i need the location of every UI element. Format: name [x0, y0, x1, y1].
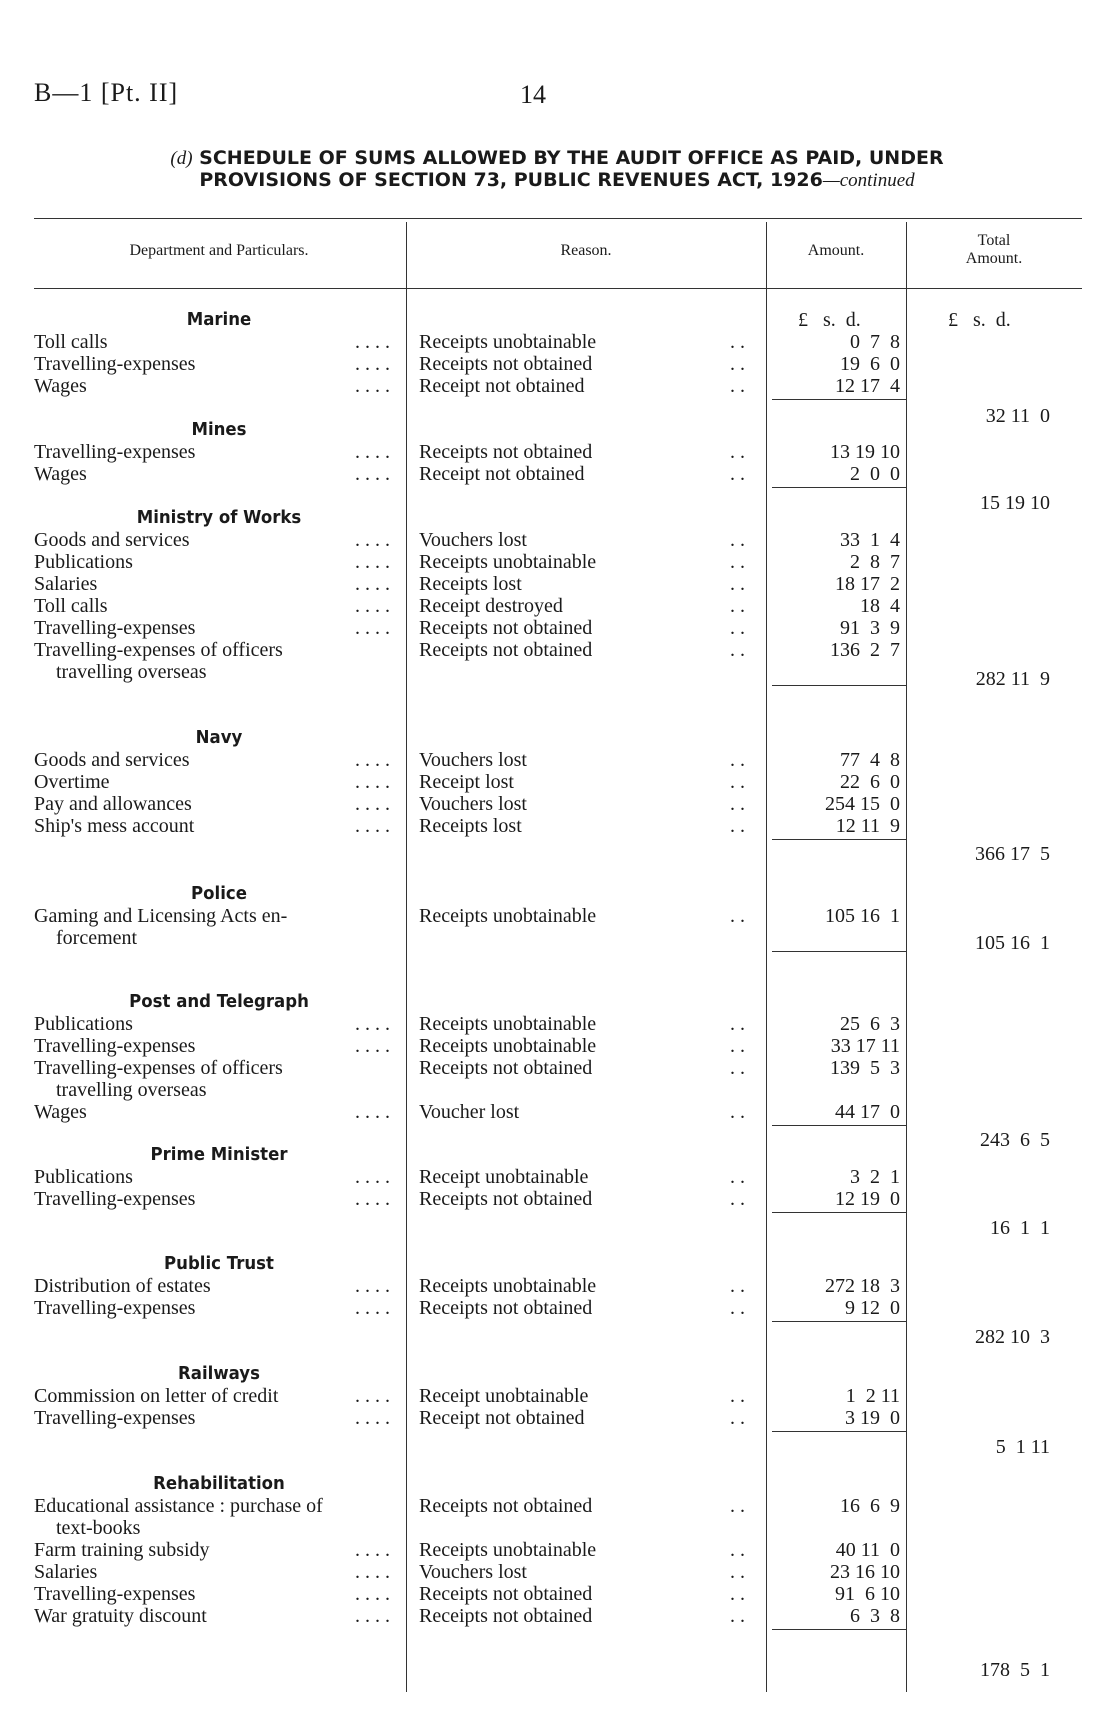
amount-value: 18 17 2	[835, 573, 900, 595]
leader-dots: . . . .	[355, 375, 390, 397]
amount-currency-units: £ s. d.	[798, 309, 861, 331]
particular-text	[34, 771, 390, 793]
amount-value: 1 2 11	[845, 1385, 900, 1407]
reason-text: Vouchers lost	[419, 1561, 527, 1583]
particular-text	[34, 331, 390, 353]
leader-dots: . .	[730, 551, 745, 573]
particular-line: Pay and allowances	[34, 793, 192, 815]
amount-value: 77 4 8	[840, 749, 900, 771]
particular-line: Travelling-expenses	[34, 617, 196, 639]
particular-line: Travelling-expenses	[34, 1188, 196, 1210]
amount-value: 91 3 9	[840, 617, 900, 639]
particular-text	[34, 1188, 390, 1210]
leader-dots: . . . .	[355, 1561, 390, 1583]
leader-dots: . .	[730, 331, 745, 353]
particular-text	[34, 353, 390, 375]
leader-dots: . .	[730, 793, 745, 815]
reason-text: Receipts not obtained	[419, 617, 593, 639]
leader-dots: . . . .	[355, 573, 390, 595]
particular-text	[34, 441, 390, 463]
particular-line: Travelling-expenses	[34, 353, 196, 375]
subtotal-rule	[772, 1125, 906, 1126]
leader-dots: . . . .	[355, 463, 390, 485]
leader-dots: . .	[730, 815, 745, 837]
subtotal-rule	[772, 839, 906, 840]
section-title: Public Trust	[164, 1253, 274, 1274]
section-title: Ministry of Works	[136, 507, 302, 528]
particular-text	[34, 573, 390, 595]
reason-text: Voucher lost	[419, 1101, 520, 1123]
section-total: 178 5 1	[980, 1659, 1050, 1681]
leader-dots: . . . .	[355, 771, 390, 793]
leader-dots: . .	[730, 639, 745, 661]
section-total: 282 10 3	[975, 1326, 1050, 1348]
amount-value: 18 4	[860, 595, 900, 617]
reason-text: Receipts not obtained	[419, 1057, 593, 1079]
subtotal-rule	[772, 1431, 906, 1432]
leader-dots: . .	[730, 1539, 745, 1561]
particular-text	[34, 1013, 390, 1035]
amount-value: 254 15 0	[825, 793, 900, 815]
amount-value: 13 19 10	[830, 441, 900, 463]
schedule-title-continued: —continued	[822, 170, 915, 191]
particular-continuation: travelling overseas	[56, 1079, 207, 1101]
reason-text: Receipts unobtainable	[419, 551, 597, 573]
subtotal-rule	[772, 399, 906, 400]
particular-line: Travelling-expenses of officers	[34, 1057, 283, 1079]
reason-text: Receipts lost	[419, 815, 522, 837]
schedule-title-line-1	[0, 147, 1114, 170]
reason-text: Receipts unobtainable	[419, 905, 597, 927]
column-header-total-line-1: Total	[977, 232, 1011, 249]
section-total: 32 11 0	[985, 405, 1050, 427]
subtotal-rule	[772, 1212, 906, 1213]
amount-value: 40 11 0	[835, 1539, 900, 1561]
particular-text	[34, 1539, 390, 1561]
leader-dots: . .	[730, 1166, 745, 1188]
leader-dots: . .	[730, 1035, 745, 1057]
particular-continuation: forcement	[56, 927, 138, 949]
amount-value: 33 17 11	[830, 1035, 900, 1057]
particular-text	[34, 1166, 390, 1188]
leader-dots: . .	[730, 595, 745, 617]
particular-line: Overtime	[34, 771, 110, 793]
schedule-title-lead: (d)	[170, 148, 193, 169]
particular-line: Salaries	[34, 1561, 98, 1583]
particular-text	[34, 1275, 390, 1297]
amount-value: 22 6 0	[840, 771, 900, 793]
section-title: Police	[191, 883, 247, 904]
particular-text	[34, 793, 390, 815]
particular-line: War gratuity discount	[34, 1605, 207, 1627]
leader-dots: . .	[730, 1101, 745, 1123]
particular-text	[34, 639, 390, 661]
leader-dots: . .	[730, 1605, 745, 1627]
reason-text: Receipts not obtained	[419, 1583, 593, 1605]
particular-line: Ship's mess account	[34, 815, 195, 837]
reason-text: Receipts unobtainable	[419, 1539, 597, 1561]
leader-dots: . . . .	[355, 815, 390, 837]
section-title: Marine	[186, 309, 252, 330]
particular-continuation: travelling overseas	[56, 661, 207, 683]
column-header-total	[906, 232, 1082, 268]
reason-text: Receipt not obtained	[419, 463, 585, 485]
subtotal-rule	[772, 1629, 906, 1630]
particular-line: Publications	[34, 1166, 133, 1188]
particular-text	[34, 1407, 390, 1429]
particular-line: Goods and services	[34, 749, 190, 771]
particular-line: Wages	[34, 375, 87, 397]
particular-text	[34, 1583, 390, 1605]
leader-dots: . . . .	[355, 529, 390, 551]
leader-dots: . . . .	[355, 1035, 390, 1057]
particular-line: Travelling-expenses	[34, 1407, 196, 1429]
leader-dots: . . . .	[355, 1188, 390, 1210]
particular-line: Commission on letter of credit	[34, 1385, 279, 1407]
amount-value: 2 8 7	[850, 551, 900, 573]
section-total: 105 16 1	[975, 932, 1050, 954]
reason-text: Receipt lost	[419, 771, 514, 793]
particular-text	[34, 375, 390, 397]
page-reference: B—1 [Pt. II]	[34, 78, 179, 107]
leader-dots: . . . .	[355, 1166, 390, 1188]
reason-text: Receipts lost	[419, 573, 522, 595]
amount-value: 3 2 1	[850, 1166, 900, 1188]
reason-text: Receipt not obtained	[419, 1407, 585, 1429]
reason-text: Receipts not obtained	[419, 1297, 593, 1319]
particular-text	[34, 463, 390, 485]
section-title: Mines	[191, 419, 247, 440]
leader-dots: . .	[730, 1297, 745, 1319]
subtotal-rule	[772, 685, 906, 686]
leader-dots: . .	[730, 1057, 745, 1079]
leader-dots: . . . .	[355, 1275, 390, 1297]
reason-text: Receipt unobtainable	[419, 1166, 589, 1188]
section-total: 282 11 9	[975, 668, 1050, 690]
particular-text	[34, 551, 390, 573]
leader-dots: . .	[730, 1188, 745, 1210]
leader-dots: . .	[730, 463, 745, 485]
particular-line: Distribution of estates	[34, 1275, 211, 1297]
leader-dots: . . . .	[355, 1407, 390, 1429]
schedule-title-text-1: SCHEDULE OF SUMS ALLOWED BY THE AUDIT OFFICE AS PAID, UNDER	[199, 147, 944, 169]
section-title: Railways	[178, 1363, 260, 1384]
amount-value: 12 17 4	[835, 375, 900, 397]
leader-dots: . .	[730, 1013, 745, 1035]
reason-text: Vouchers lost	[419, 793, 527, 815]
particular-text	[34, 1297, 390, 1319]
reason-text: Receipt unobtainable	[419, 1385, 589, 1407]
amount-value: 3 19 0	[845, 1407, 900, 1429]
particular-line: Wages	[34, 1101, 87, 1123]
reason-text: Receipts unobtainable	[419, 1013, 597, 1035]
amount-value: 33 1 4	[840, 529, 900, 551]
particular-line: Toll calls	[34, 595, 108, 617]
subtotal-rule	[772, 951, 906, 952]
leader-dots: . . . .	[355, 331, 390, 353]
leader-dots: . .	[730, 749, 745, 771]
column-header-reason: Reason.	[560, 242, 612, 259]
reason-text: Receipts not obtained	[419, 1605, 593, 1627]
leader-dots: . . . .	[355, 1385, 390, 1407]
amount-value: 0 7 8	[850, 331, 900, 353]
amount-value: 139 5 3	[830, 1057, 900, 1079]
reason-text: Vouchers lost	[419, 749, 527, 771]
leader-dots: . . . .	[355, 551, 390, 573]
leader-dots: . .	[730, 573, 745, 595]
reason-text: Receipt destroyed	[419, 595, 563, 617]
amount-value: 136 2 7	[830, 639, 900, 661]
section-title: Rehabilitation	[153, 1473, 285, 1494]
amount-value: 44 17 0	[835, 1101, 900, 1123]
column-divider-total	[906, 222, 907, 1692]
particular-line: Salaries	[34, 573, 98, 595]
particular-text	[34, 815, 390, 837]
subtotal-rule	[772, 1321, 906, 1322]
particular-text	[34, 595, 390, 617]
amount-value: 105 16 1	[825, 905, 900, 927]
amount-value: 23 16 10	[830, 1561, 900, 1583]
table-top-rule	[34, 218, 1082, 219]
reason-text: Receipts not obtained	[419, 639, 593, 661]
section-title: Prime Minister	[150, 1144, 288, 1165]
section-total: 15 19 10	[980, 492, 1050, 514]
particular-line: Toll calls	[34, 331, 108, 353]
particular-line: Publications	[34, 1013, 133, 1035]
reason-text: Receipts unobtainable	[419, 331, 597, 353]
leader-dots: . .	[730, 771, 745, 793]
leader-dots: . . . .	[355, 1605, 390, 1627]
reason-text: Receipt not obtained	[419, 375, 585, 397]
column-header-total-line-2: Amount.	[965, 250, 1023, 267]
leader-dots: . . . .	[355, 1539, 390, 1561]
leader-dots: . .	[730, 441, 745, 463]
section-title: Navy	[195, 727, 243, 748]
amount-value: 6 3 8	[850, 1605, 900, 1627]
leader-dots: . . . .	[355, 749, 390, 771]
leader-dots: . . . .	[355, 793, 390, 815]
subtotal-rule	[772, 487, 906, 488]
leader-dots: . . . .	[355, 1013, 390, 1035]
leader-dots: . .	[730, 529, 745, 551]
amount-value: 25 6 3	[840, 1013, 900, 1035]
particular-line: Goods and services	[34, 529, 190, 551]
leader-dots: . .	[730, 1275, 745, 1297]
total-currency-units: £ s. d.	[948, 309, 1011, 331]
particular-line: Travelling-expenses of officers	[34, 639, 283, 661]
particular-line: Travelling-expenses	[34, 1297, 196, 1319]
particular-text	[34, 905, 390, 927]
section-total: 16 1 1	[990, 1217, 1050, 1239]
leader-dots: . .	[730, 1561, 745, 1583]
reason-text: Vouchers lost	[419, 529, 527, 551]
amount-value: 272 18 3	[825, 1275, 900, 1297]
reason-text: Receipts not obtained	[419, 1495, 593, 1517]
leader-dots: . .	[730, 1583, 745, 1605]
column-divider-amount	[766, 222, 767, 1692]
amount-value: 16 6 9	[840, 1495, 900, 1517]
section-total: 243 6 5	[980, 1129, 1050, 1151]
leader-dots: . . . .	[355, 1101, 390, 1123]
leader-dots: . .	[730, 353, 745, 375]
reason-text: Receipts not obtained	[419, 1188, 593, 1210]
leader-dots: . . . .	[355, 441, 390, 463]
amount-value: 91 6 10	[835, 1583, 900, 1605]
column-header-amount: Amount.	[807, 242, 865, 259]
particular-text	[34, 1495, 390, 1517]
section-total: 366 17 5	[975, 843, 1050, 865]
reason-text: Receipts unobtainable	[419, 1035, 597, 1057]
reason-text: Receipts not obtained	[419, 353, 593, 375]
particular-text	[34, 1035, 390, 1057]
leader-dots: . .	[730, 905, 745, 927]
leader-dots: . .	[730, 617, 745, 639]
particular-text	[34, 1561, 390, 1583]
particular-line: Farm training subsidy	[34, 1539, 210, 1561]
amount-value: 12 11 9	[835, 815, 900, 837]
particular-text	[34, 1101, 390, 1123]
amount-value: 12 19 0	[835, 1188, 900, 1210]
particular-line: Travelling-expenses	[34, 1035, 196, 1057]
table-header-rule	[34, 288, 1082, 289]
column-divider-reason	[406, 222, 407, 1692]
leader-dots: . . . .	[355, 1297, 390, 1319]
particular-line: Gaming and Licensing Acts en-	[34, 905, 288, 927]
amount-value: 19 6 0	[840, 353, 900, 375]
leader-dots: . . . .	[355, 595, 390, 617]
leader-dots: . .	[730, 1407, 745, 1429]
particular-line: Travelling-expenses	[34, 441, 196, 463]
particular-line: Publications	[34, 551, 133, 573]
particular-continuation: text-books	[56, 1517, 141, 1539]
particular-text	[34, 749, 390, 771]
reason-text: Receipts not obtained	[419, 441, 593, 463]
amount-value: 9 12 0	[845, 1297, 900, 1319]
leader-dots: . .	[730, 375, 745, 397]
column-header-particulars: Department and Particulars.	[129, 242, 309, 259]
particular-text	[34, 529, 390, 551]
section-total: 5 1 11	[995, 1436, 1050, 1458]
leader-dots: . . . .	[355, 353, 390, 375]
particular-line: Educational assistance : purchase of	[34, 1495, 323, 1517]
section-title: Post and Telegraph	[129, 991, 309, 1012]
schedule-title-text-2: PROVISIONS OF SECTION 73, PUBLIC REVENUES ACT, 1926	[199, 169, 823, 191]
schedule-title-line-2	[0, 169, 1114, 192]
amount-value: 2 0 0	[850, 463, 900, 485]
particular-text	[34, 1057, 390, 1079]
page-number: 14	[520, 80, 546, 109]
particular-line: Wages	[34, 463, 87, 485]
particular-text	[34, 1605, 390, 1627]
leader-dots: . .	[730, 1385, 745, 1407]
particular-text	[34, 1385, 390, 1407]
leader-dots: . .	[730, 1495, 745, 1517]
leader-dots: . . . .	[355, 1583, 390, 1605]
leader-dots: . . . .	[355, 617, 390, 639]
particular-line: Travelling-expenses	[34, 1583, 196, 1605]
reason-text: Receipts unobtainable	[419, 1275, 597, 1297]
particular-text	[34, 617, 390, 639]
